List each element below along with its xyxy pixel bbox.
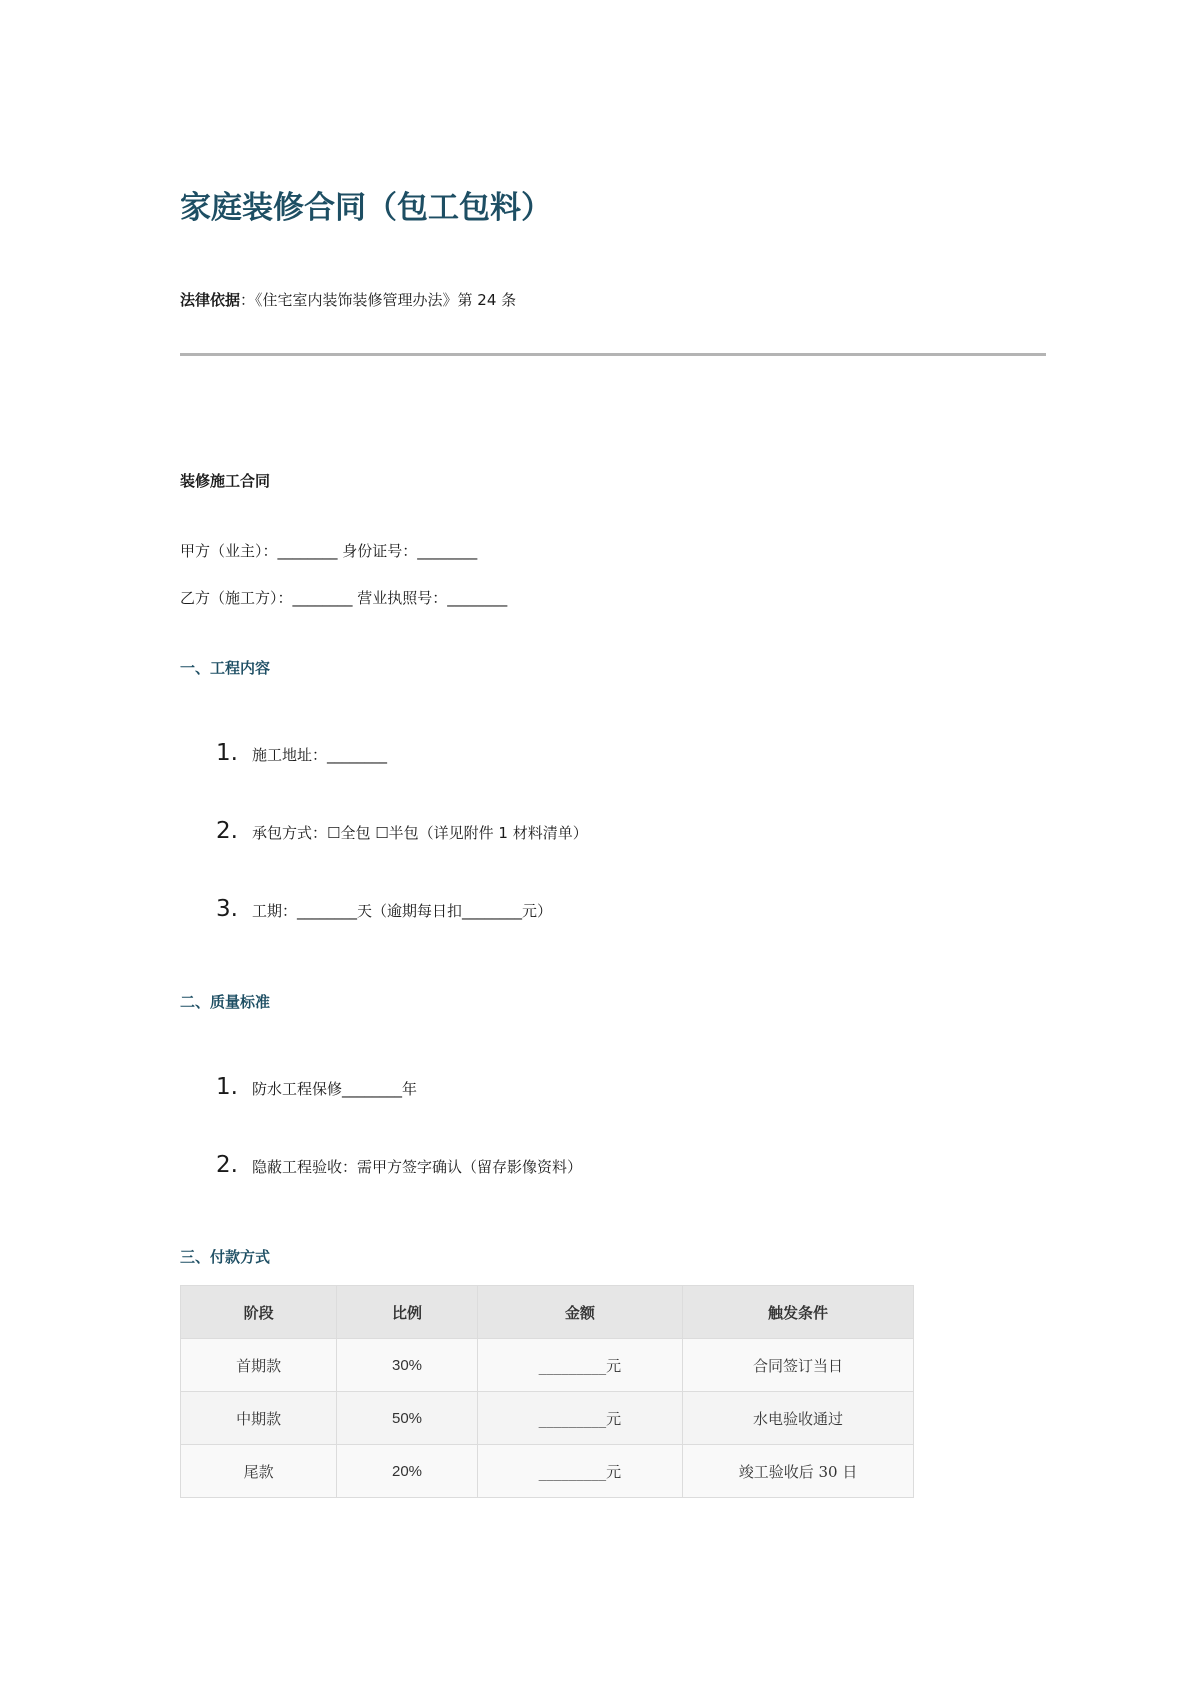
column-header-stage: 阶段 [181, 1286, 337, 1339]
column-header-trigger: 触发条件 [683, 1286, 914, 1339]
contract-title: 装修施工合同 [180, 472, 271, 490]
horizontal-divider [180, 353, 1046, 356]
section-heading-payment: 三、付款方式 [180, 1248, 271, 1266]
cell-trigger: 合同签订当日 [683, 1339, 914, 1392]
list-item-number: 1. [216, 1074, 238, 1100]
list-item [216, 896, 552, 922]
legal-basis-label: 法律依据 [180, 291, 241, 309]
cell-ratio: 20% [337, 1445, 477, 1498]
table-row [181, 1392, 914, 1445]
cell-amount: _________元 [477, 1445, 682, 1498]
cell-trigger: 竣工验收后 30 日 [683, 1445, 914, 1498]
list-item [216, 1152, 582, 1178]
list-item-text: 承包方式：☐全包 ☐半包（详见附件 1 材料清单） [252, 824, 588, 842]
legal-basis-separator: ： [240, 291, 256, 309]
list-item-text: 隐蔽工程验收：需甲方签字确认（留存影像资料） [252, 1158, 583, 1176]
column-header-amount: 金额 [477, 1286, 682, 1339]
party-a-line: 甲方（业主）：________ 身份证号：________ [180, 542, 478, 560]
list-item-text: 工期：________天（逾期每日扣________元） [252, 902, 553, 920]
cell-stage: 中期款 [181, 1392, 337, 1445]
cell-stage: 首期款 [181, 1339, 337, 1392]
legal-basis-text: 《住宅室内装饰装修管理办法》第 24 条 [255, 291, 517, 309]
table-header-row [181, 1286, 914, 1339]
list-item-number: 2. [216, 818, 238, 844]
cell-amount: _________元 [477, 1339, 682, 1392]
table-row [181, 1445, 914, 1498]
cell-ratio: 50% [337, 1392, 477, 1445]
legal-basis [180, 289, 516, 310]
list-item-text: 防水工程保修________年 [252, 1080, 418, 1098]
cell-amount: _________元 [477, 1392, 682, 1445]
list-item-number: 2. [216, 1152, 238, 1178]
list-item-text: 施工地址：________ [252, 746, 388, 764]
cell-stage: 尾款 [181, 1445, 337, 1498]
list-item-number: 3. [216, 896, 238, 922]
column-header-ratio: 比例 [337, 1286, 477, 1339]
cell-ratio: 30% [337, 1339, 477, 1392]
cell-trigger: 水电验收通过 [683, 1392, 914, 1445]
section-heading-quality: 二、质量标准 [180, 993, 271, 1011]
list-item [216, 818, 588, 844]
table-row [181, 1339, 914, 1392]
payment-table [180, 1285, 914, 1498]
document-title: 家庭装修合同（包工包料） [180, 190, 552, 226]
party-b-line: 乙方（施工方）：________ 营业执照号：________ [180, 589, 508, 607]
list-item-number: 1. [216, 740, 238, 766]
list-item [216, 740, 387, 766]
list-item [216, 1074, 417, 1100]
section-heading-scope: 一、工程内容 [180, 659, 271, 677]
